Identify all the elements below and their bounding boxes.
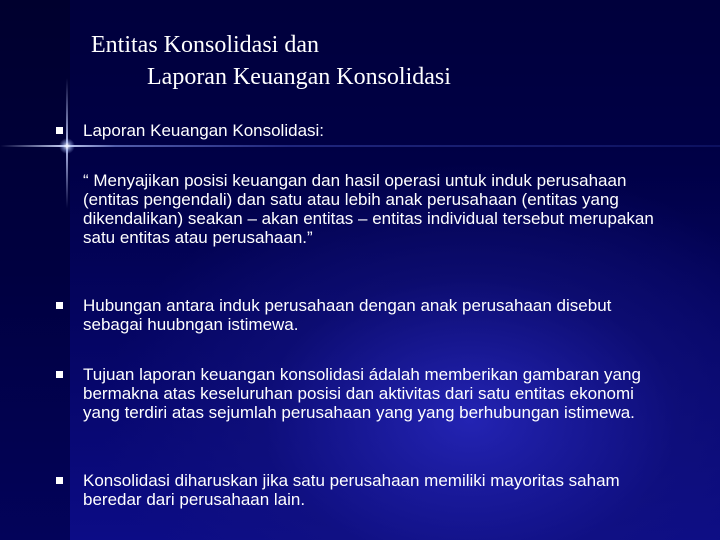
bullet-text-4: Konsolidasi diharuskan jika satu perusahaan memiliki mayoritas saham beredar dari perusahaan lain. [83, 471, 620, 509]
slide-title-line-2: Laporan Keuangan Konsolidasi [147, 64, 451, 90]
bullet-text-3: Tujuan laporan keuangan konsolidasi ádalah memberikan gambaran yang bermakna atas keseluruhan posisi dan aktivitas dari satu entitas ekonomi yang terdiri atas sejumlah perusahaan yang yang berhubungan istimewa. [83, 365, 641, 422]
bullet-quote-1: “ Menyajikan posisi keuangan dan hasil operasi untuk induk perusahaan (entitas pengendali) dan satu atau lebih anak perusahaan (entitas yang dikendalikan) seakan – akan entitas – entitas individual tersebut merupakan satu entitas atau perusahaan.” [83, 171, 654, 247]
left-band [0, 0, 70, 540]
bullet-text-1: Laporan Keuangan Konsolidasi: [83, 121, 325, 140]
bullet-square-icon [56, 302, 63, 309]
bullet-square-icon [56, 127, 63, 134]
bullet-text-2: Hubungan antara induk perusahaan dengan anak perusahaan disebut sebagai huubngan istimewa. [83, 296, 612, 334]
bullet-square-icon [56, 477, 63, 484]
bullet-square-icon [56, 371, 63, 378]
sparkle-star-icon [59, 138, 75, 154]
slide-title-line-1: Entitas Konsolidasi dan [91, 32, 319, 58]
sparkle-horizontal [0, 145, 720, 147]
